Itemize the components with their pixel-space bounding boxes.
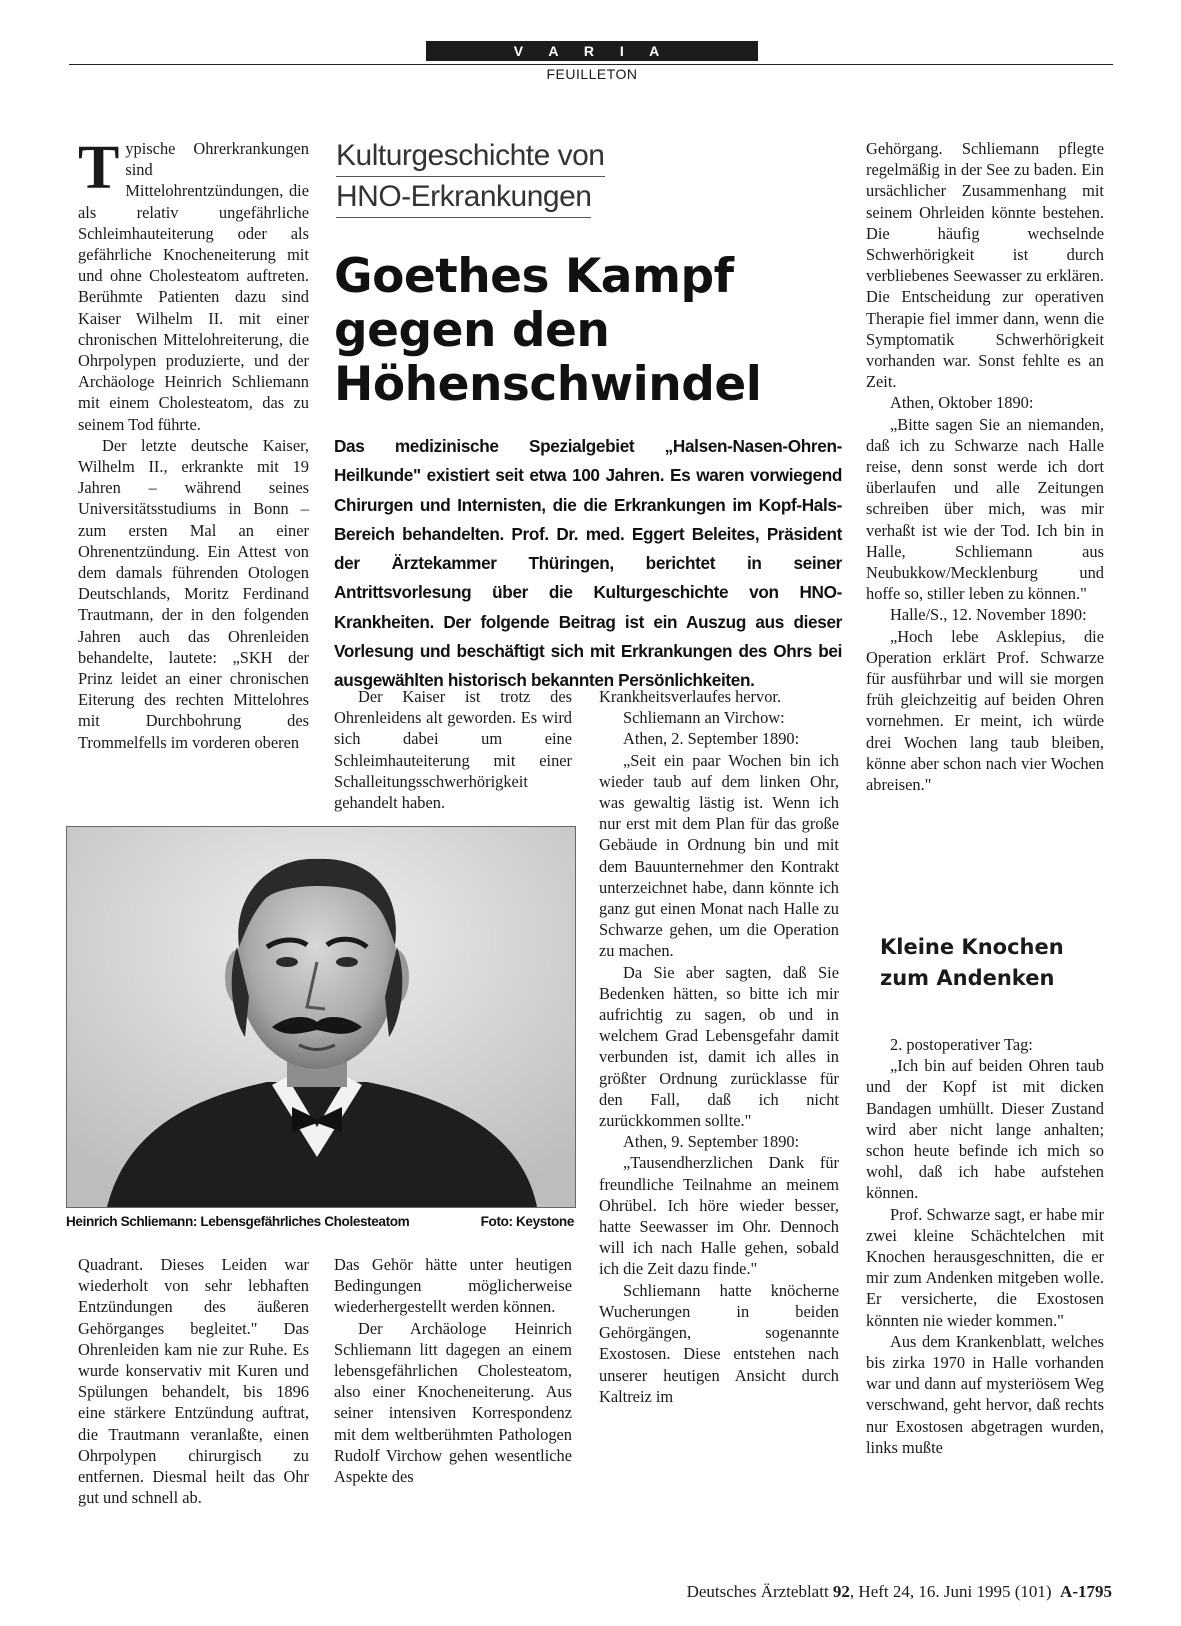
paragraph: Gehörgang. Schliemann pflegte regelmäßig in der See zu baden. Ein ursächlicher Zusammenhang mit seinem Ohrleiden könnte bestehen. Die häufig wechselnde Schwerhörigkeit ist durch verbliebenes Seewasser zu erklären. Die Entscheidung zur operativen Therapie fiel immer dann, wenn die Symptomatik Schwerhörigkeit vorhanden war. Sonst fehlte es an Zeit. bbox=[866, 139, 1104, 392]
kicker-line-1: Kulturgeschichte von bbox=[336, 136, 605, 177]
paragraph: „Ich bin auf beiden Ohren taub und der Kopf ist mit dicken Bandagen umhüllt. Dieser Zustand wird aber nicht lange anhalten; schon heute befinde ich mich so wohl, daß ich habe aufstehen können. bbox=[866, 1056, 1104, 1203]
article-subhead bbox=[880, 932, 1110, 994]
article-column-3 bbox=[599, 686, 839, 1407]
footer-page-number: A-1795 bbox=[1060, 1582, 1112, 1601]
paragraph bbox=[78, 134, 309, 435]
subhead-line-1: Kleine Knochen bbox=[880, 935, 1064, 959]
article-column-1-continued bbox=[78, 1254, 309, 1508]
headline-line-2: gegen den bbox=[334, 303, 610, 358]
paragraph: Schliemann an Virchow: bbox=[623, 708, 785, 728]
article-column-1 bbox=[78, 134, 309, 753]
article-column-2 bbox=[334, 686, 572, 813]
portrait-illustration bbox=[67, 827, 575, 1207]
dateline: Halle/S., 12. November 1890: bbox=[890, 605, 1087, 625]
paragraph: Der Archäologe Heinrich Schliemann litt dagegen an einem lebensgefährlichen Cholesteatom, also einer Knocheneiterung. Aus seiner intensiven Korrespondenz mit dem weltberühmten Pathologen Rudolf Virchow gehen wesentliche Aspekte des bbox=[334, 1318, 572, 1487]
subhead-line-2: zum Andenken bbox=[880, 966, 1055, 990]
paragraph: Das Gehör hätte unter heutigen Bedingungen möglicherweise wiederhergestellt werden können. bbox=[334, 1255, 572, 1317]
paragraph: Da Sie aber sagten, daß Sie Bedenken hätten, so bitte ich mir aufrichtig zu sagen, ob und in welchem Grad Lebensgefahr damit verbunden ist, damit ich alles in größter Ordnung zurücklasse für den Fall, daß ich nicht zurückkommen sollte." bbox=[599, 962, 839, 1131]
paragraph: Aus dem Krankenblatt, welches bis zirka 1970 in Halle vorhanden war und dann auf mysteriösem Weg verschwand, geht hervor, daß rechts nur Exostosen abgetragen wurden, links mußte bbox=[866, 1331, 1104, 1457]
paragraph: Prof. Schwarze sagt, er habe mir zwei kleine Schächtelchen mit Knochen herausgeschnitten, die er mir zum Andenken mitgeben wolle. Er versicherte, die Exostosen könnten nie wieder kommen." bbox=[866, 1204, 1104, 1330]
dateline: Athen, Oktober 1890: bbox=[890, 393, 1034, 413]
paragraph: Krankheitsverlaufes hervor. bbox=[599, 687, 782, 706]
headline-line-1: Goethes Kampf bbox=[334, 249, 734, 304]
drop-cap: T bbox=[78, 134, 120, 202]
dateline: 2. postoperativer Tag: bbox=[890, 1035, 1033, 1054]
paragraph: „Bitte sagen Sie an niemanden, daß ich zu Schwarze nach Halle reise, denn sonst werde ich dort überlaufen und alle Zeitungen schreiben über mich, was mir verhaßt ist wie der Tod. Ich bin in Halle, Schliemann aus Neubukkow/Mecklenburg und hoffe so, stiller leben zu können." bbox=[866, 414, 1104, 604]
page-footer bbox=[592, 1582, 1112, 1602]
kicker-line-2: HNO-Erkrankungen bbox=[336, 177, 591, 218]
article-column-4 bbox=[866, 138, 1104, 795]
article-column-2-continued bbox=[334, 1254, 572, 1487]
article-kicker bbox=[336, 136, 636, 218]
paragraph: Schliemann hatte knöcherne Wucherungen in beiden Gehörgängen, sogenannte Exostosen. Diese entstehen nach unserer heutigen Ansicht durch Kaltreiz im bbox=[599, 1280, 839, 1406]
footer-volume: 92 bbox=[832, 1582, 850, 1601]
footer-issue: , Heft 24, 16. Juni 1995 (101) bbox=[849, 1582, 1052, 1601]
photo-caption bbox=[66, 1214, 574, 1229]
article-lead: Das medizinische Spezialgebiet „Halsen-Nasen-Ohren-Heilkunde" existiert seit etwa 100 Jahren. Es waren vorwiegend Chirurgen und Internisten, die die Erkrankungen im Kopf-Hals-Bereich behandelten. Prof. Dr. med. Eggert Beleites, Präsident der Ärztekammer Thüringen, berichtet in seiner Antrittsvorlesung über die Kulturgeschichte von HNO-Krankheiten. Der folgende Beitrag ist ein Auszug aus dieser Vorlesung und beschäftigt sich mit Erkrankungen des Ohrs bei ausgewählten historisch bekannten Persönlichkeiten. bbox=[334, 436, 842, 691]
paragraph: Quadrant. Dieses Leiden war wiederholt von sehr lebhaften Entzündungen des äußeren Gehörganges begleitet." Das Ohrenleiden kam nie zur Ruhe. Es wurde konservativ mit Kuren und Spülungen behandelt, bis 1896 eine stärkere Entzündung auftrat, die Trautmann veranlaßte, einen Ohrpolypen chirurgisch zu entfernen. Diesmal heilt das Ohr gut und schnell ab. bbox=[78, 1255, 309, 1508]
section-label: FEUILLETON bbox=[546, 66, 638, 82]
header-rule bbox=[69, 64, 1113, 65]
article-headline bbox=[334, 250, 814, 412]
paragraph: Der Kaiser ist trotz des Ohrenleidens alt geworden. Es wird sich dabei um eine Schleimhauteiterung mit einer Schalleitungsschwerhörigkeit gehandelt haben. bbox=[334, 687, 572, 813]
paragraph: „Seit ein paar Wochen bin ich wieder taub auf dem linken Ohr, was gewaltig lästig ist. Wenn ich nur erst mit dem Plan für das große Gebäude in Ordnung bin und mit dem Bauunternehmer den Kontrakt unterzeichnet habe, dann könnte ich ganz gut einen Monat nach Halle zu Schwarze gehen, um die Operation zu machen. bbox=[599, 750, 839, 961]
section-banner: V A R I A bbox=[426, 41, 758, 61]
paragraph-text: ypische Ohrerkrankungen sind Mittelohrentzündungen, die als relativ ungefährliche Schleimhauteiterung oder als gefährliche Knocheneiterung mit und ohne Cholesteatom auftreten. Berühmte Patienten dazu sind Kaiser Wilhelm II. mit einer chronischen Mittelohreiterung, die Ohrpolypen produzierte, und der Archäologe Heinrich Schliemann mit einem Cholesteatom, das zu seinem Tod führte. bbox=[78, 139, 309, 434]
caption-text: Heinrich Schliemann: Lebensgefährliches Cholesteatom bbox=[66, 1214, 410, 1229]
paragraph: „Tausendherzlichen Dank für freundliche Teilnahme an meinem Ohrübel. Ich höre wieder besser, hatte Seewasser im Ohr. Dennoch will ich nach Halle gehen, sobald ich die Zeit dazu finde." bbox=[599, 1153, 839, 1279]
headline-line-3: Höhenschwindel bbox=[334, 357, 762, 412]
dateline: Athen, 2. September 1890: bbox=[623, 729, 800, 749]
dateline: Athen, 9. September 1890: bbox=[623, 1132, 800, 1152]
paragraph: „Hoch lebe Asklepius, die Operation erklärt Prof. Schwarze für ausführbar und will sie morgen früh gleichzeitig auf beiden Ohren vornehmen. Er meint, ich würde drei Wochen lang taub bleiben, könne aber schon nach vier Wochen abreisen." bbox=[866, 626, 1104, 795]
footer-journal: Deutsches Ärzteblatt bbox=[686, 1582, 829, 1601]
portrait-photo bbox=[66, 826, 576, 1208]
photo-credit: Foto: Keystone bbox=[480, 1214, 574, 1229]
article-column-4-continued bbox=[866, 1034, 1104, 1458]
paragraph: Der letzte deutsche Kaiser, Wilhelm II., erkrankte mit 19 Jahren – während seines Universitätsstudiums in Bonn – zum ersten Mal an einer Ohrenentzündung. Ein Attest von dem damals führenden Otologen Deutschlands, Moritz Ferdinand Trautmann, der in den folgenden Jahren auch das Ohrenleiden behandelte, lautete: „SKH der Prinz leidet an einer chronischen Eiterung des rechten Mittelohres mit Durchbohrung des Trommelfells im vorderen oberen bbox=[78, 435, 309, 752]
